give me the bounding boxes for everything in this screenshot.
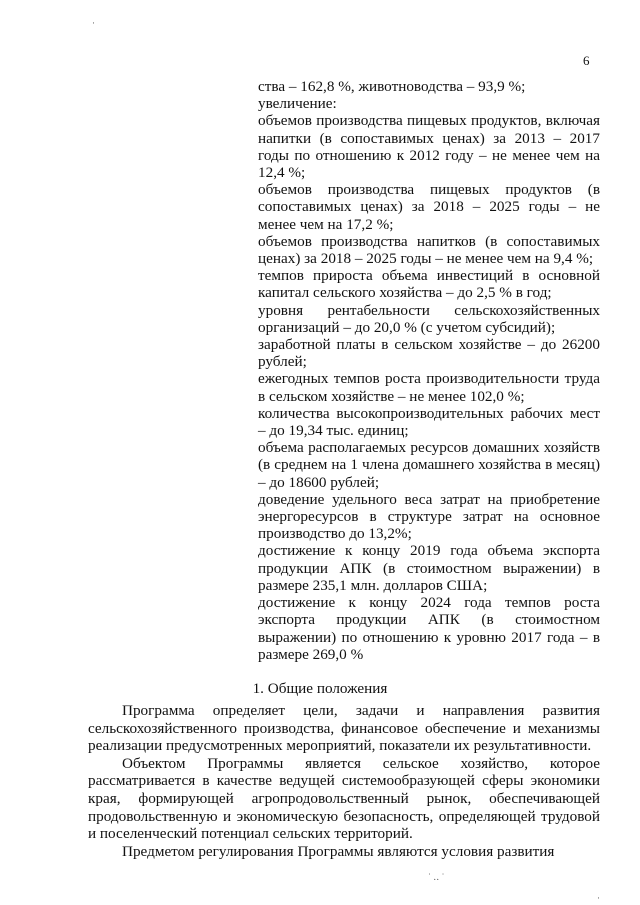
target-item: заработной платы в сельском хозяйстве – до 26200 рублей; — [258, 336, 600, 371]
section-heading: 1. Общие положения — [252, 680, 388, 697]
target-item: объема располагаемых ресурсов домашних хозяйств (в среднем на 1 члена домашнего хозяйства в месяц) – до 18600 рублей; — [258, 439, 600, 491]
target-item: ства – 162,8 %, животноводства – 93,9 %; — [258, 78, 526, 95]
target-item: увеличение: — [258, 95, 337, 113]
body-paragraph: Программа определяет цели, задачи и направления развития сельскохозяйственного производства, финансовое обеспечение и механизмы реализации предусмотренных мероприятий, показатели их результативности. — [88, 702, 600, 755]
target-item: доведение удельного веса затрат на приобретение энергоресурсов в структуре затрат на основное производство до 13,2%; — [258, 490, 600, 543]
scan-speck: ˙ ‥ ˙ — [428, 872, 445, 882]
target-item: темпов прироста объема инвестиций в основной капитал сельского хозяйства – до 2,5 % в год; — [258, 267, 600, 302]
target-item: количества высокопроизводительных рабочих мест – до 19,34 тыс. единиц; — [258, 404, 600, 440]
target-item: достижение к концу 2019 года объема экспорта продукции АПК (в стоимостном выражении) в размере 235,1 млн. долларов США; — [258, 542, 600, 594]
page-number: 6 — [583, 53, 590, 68]
target-item: объемов производства напитков (в сопоставимых ценах) за 2018 – 2025 годы – не менее чем на 9,4 %; — [258, 232, 600, 268]
target-item: объемов производства пищевых продуктов, включая напитки (в сопоставимых ценах) за 2013 – 2017 годы по отношению к 2012 году – не менее чем на 12,4 %; — [258, 112, 600, 182]
target-item: достижение к концу 2024 года темпов роста экспорта продукции АПК (в стоимостном выражении) по отношению к уровню 2017 года – в размере 269,0 % — [258, 594, 600, 663]
scan-speck: · — [92, 18, 95, 28]
scan-speck: · — [597, 893, 600, 903]
body-paragraph: Предметом регулирования Программы являются условия развития — [122, 842, 555, 860]
targets-list — [258, 78, 600, 663]
section-body — [88, 702, 600, 860]
target-item: уровня рентабельности сельскохозяйственных организаций – до 20,0 % (с учетом субсидий); — [258, 301, 600, 336]
target-item: объемов производства пищевых продуктов (в сопоставимых ценах) за 2018 – 2025 годы – не менее чем на 17,2 %; — [258, 181, 600, 233]
body-paragraph: Объектом Программы является сельское хозяйство, которое рассматривается в качестве ведущей системообразующей сферы экономики края, формирующей агропродовольственный рынок, обеспечивающей продовольственную и экономическую безопасность, определяющей трудовой и поселенческий потенциал сельских территорий. — [88, 754, 600, 843]
target-item: ежегодных темпов роста производительности труда в сельском хозяйстве – не менее 102,0 %; — [258, 370, 600, 405]
